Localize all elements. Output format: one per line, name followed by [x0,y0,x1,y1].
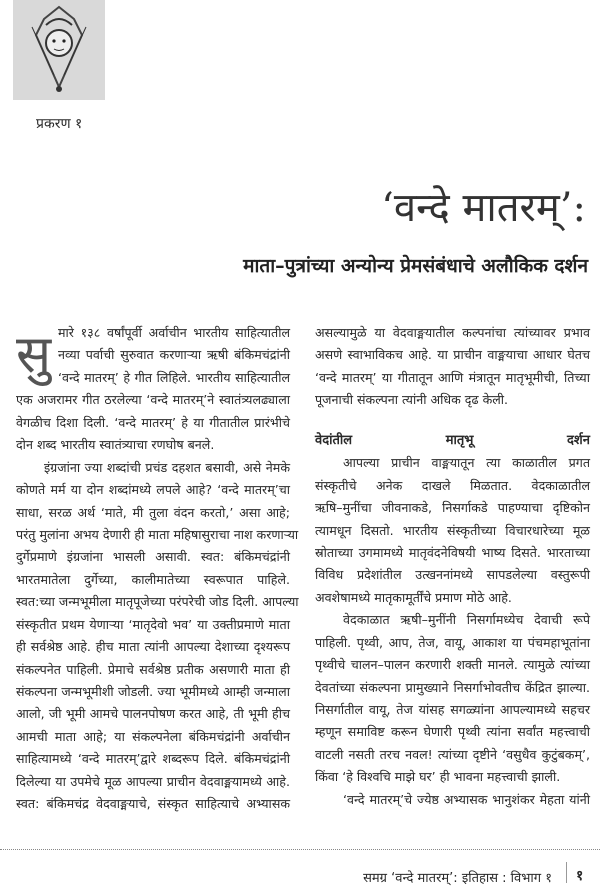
text-line: अवशेषामध्ये मातृकामूर्तींचे प्रमाण मोठे आहे. [315,589,512,605]
text-line: आलो, जी भूमी आमचे पालनपोषण करत आहे, ती भूमी हीच [16,706,290,722]
text-line: विविध प्रदेशांतील उत्खननांमध्ये सापडलेल्या वस्तुरूपी [315,567,590,583]
page-number-separator [566,862,567,883]
chapter-subtitle: माता–पुत्रांच्या अन्योन्य प्रेमसंबंधाचे अलौकिक दर्शन [243,255,588,277]
page-number: १ [576,868,584,884]
text-line: संस्कृतीचे अनेक दाखले मिळतात. वेदकाळातील [315,477,590,493]
text-line: असणे स्वाभाविकच आहे. या प्राचीन वाङ्मयाचा आधार घेतच [315,347,590,363]
text-line: त्यामधून दिसतो. भारतीय संस्कृतीच्या विचारधारेच्या मूळ [315,522,590,538]
text-line: संकल्पनेत पाहिली. प्रेमाचे सर्वश्रेष्ठ प्रतीक असणारी माता ही [16,661,290,677]
text-line: दिलेल्या या उपमेचे मूळ आपल्या प्राचीन वेदवाङ्मयामध्ये आहे. [16,773,290,789]
text-line: कोणते मर्म या दोन शब्दांमध्ये लपले आहे? ‘वन्दे मातरम्’चा [16,482,290,498]
goddess-emblem-icon [13,0,105,100]
text-line: ‘वन्दे मातरम्’ हे गीत लिहिले. भारतीय साहित्यातील [58,369,290,385]
text-line: ‘वन्दे मातरम्’ या गीतातून आणि मंत्रातून मातृभूमीची, तिच्या [315,369,590,385]
text-line: ऋषि–मुनींचा जीवनाकडे, निसर्गाकडे पाहण्याचा दृष्टिकोन [315,500,590,516]
text-line: म्हणून समाविष्ट करून घेणारी पृथ्वी त्यांना सर्वांत महत्त्वाची [315,724,590,740]
text-line: ‘वन्दे मातरम्’चे ज्येष्ठ अभ्यासक भानुशंकर मेहता यांनी [343,791,590,807]
text-line: असल्यामुळे या वेदवाङ्मयातील कल्पनांचा त्यांच्यावर प्रभाव [315,325,590,340]
drop-cap: सु [16,325,52,385]
text-line: ही सर्वश्रेष्ठ आहे. हीच माता त्यांनी आपल्या देशाच्या दृश्यरूप [16,639,290,655]
text-line: एक अजरामर गीत ठरलेल्या ‘वन्दे मातरम्’ने स्वातंत्र्यलढ्याला [16,392,290,408]
text-line: वेदकाळात ऋषी–मुनींनी निसर्गामध्येच देवाची रूपे [343,612,590,628]
text-line: साधा, सरळ अर्थ ‘माते, मी तुला वंदन करतो,’ असा आहे; [16,504,290,520]
text-line: भारतमातेला दुर्गेच्या, कालीमातेच्या स्वरूपात पाहिले. [16,571,290,587]
text-line: निसर्गातील वायू, तेज यांसह सगळ्यांना आपल्यामध्ये सहचर [315,702,590,717]
text-line: मारे १३८ वर्षांपूर्वी अर्वाचीन भारतीय साहित्यातील [58,325,290,340]
left-column [16,322,299,816]
text-line: संकल्पना जन्मभूमीशी जोडली. ज्या भूमीमध्ये आम्ही जन्माला [16,684,290,699]
text-line: स्वत:च्या जन्मभूमीला मातृपूजेच्या परंपरेची जोड दिली. आपल्या [16,594,299,610]
footer-divider [0,849,600,850]
text-line: वेगळीच दिशा दिली. ‘वन्दे मातरम्’ हे या गीतातील प्रारंभीचे [16,414,290,430]
text-line: साहित्यामध्ये ‘वन्दे मातरम्’द्वारे शब्दरूप दिले. बंकिमचंद्रांनी [16,751,290,767]
chapter-label: प्रकरण १ [36,116,83,132]
text-line: संस्कृतीत प्रथम येणाऱ्या ‘मातृदेवो भव’ या उक्तीप्रमाणे माता [16,616,290,632]
running-footer: समग्र ‘वन्दे मातरम्’: इतिहास : विभाग १ [363,871,552,886]
text-line: पाहिली. पृथ्वी, आप, तेज, वायू, आकाश या पंचमहाभूतांना [315,634,590,650]
text-line: पृथ्वीचे चालन–पालन करणारी शक्ती मानले. त्यामुळे त्यांच्या [315,657,590,673]
text-line: परंतु मुलांना अभय देणारी ही माता महिषासुराचा नाश करणाऱ्या [16,526,299,542]
right-column [315,322,590,811]
text-line: आमची माता आहे; या संकल्पनेला बंकिमचंद्रांनी अर्वाचीन [16,728,290,744]
text-line: नव्या पर्वाची सुरुवात करणाऱ्या ऋषी बंकिमचंद्रांनी [58,347,290,363]
section-heading: वेदांतील मातृभू दर्शन [315,432,590,448]
text-line: इंग्रजांना ज्या शब्दांची प्रचंड दहशत बसावी, असे नेमके [44,459,290,475]
text-line: दुर्गेप्रमाणे इंग्रजांना भासली असावी. स्वत: बंकिमचंद्रांनी [16,549,290,565]
text-line: स्वत: बंकिमचंद्र वेदवाङ्मयाचे, संस्कृत साहित्याचे अभ्यासक [16,796,290,812]
text-line: वाटली नसती तरच नवल! त्यांच्या दृष्टीने ‘वसुधैव कुटुंबकम्’, [315,746,590,762]
text-line: पूजनाची संकल्पना त्यांनी अधिक दृढ केली. [315,392,509,408]
text-line: दोन शब्द भारतीय स्वातंत्र्याचा रणघोष बनले. [16,437,215,453]
text-line: स्रोताच्या उगमामध्ये मातृवंदनेविषयी भाष्य दिसते. भारताच्या [315,544,590,560]
text-line: देवतांच्या संकल्पना प्रामुख्याने निसर्गाभोवतीच केंद्रित झाल्या. [315,679,590,695]
text-line: किंवा ‘हे विश्वचि माझे घर’ ही भावना महत्त्वाची झाली. [315,769,561,785]
chapter-title: ‘वन्दे मातरम्’: [381,185,586,231]
text-line: आपल्या प्राचीन वाङ्मयातून त्या काळातील प्रगत [343,455,590,471]
